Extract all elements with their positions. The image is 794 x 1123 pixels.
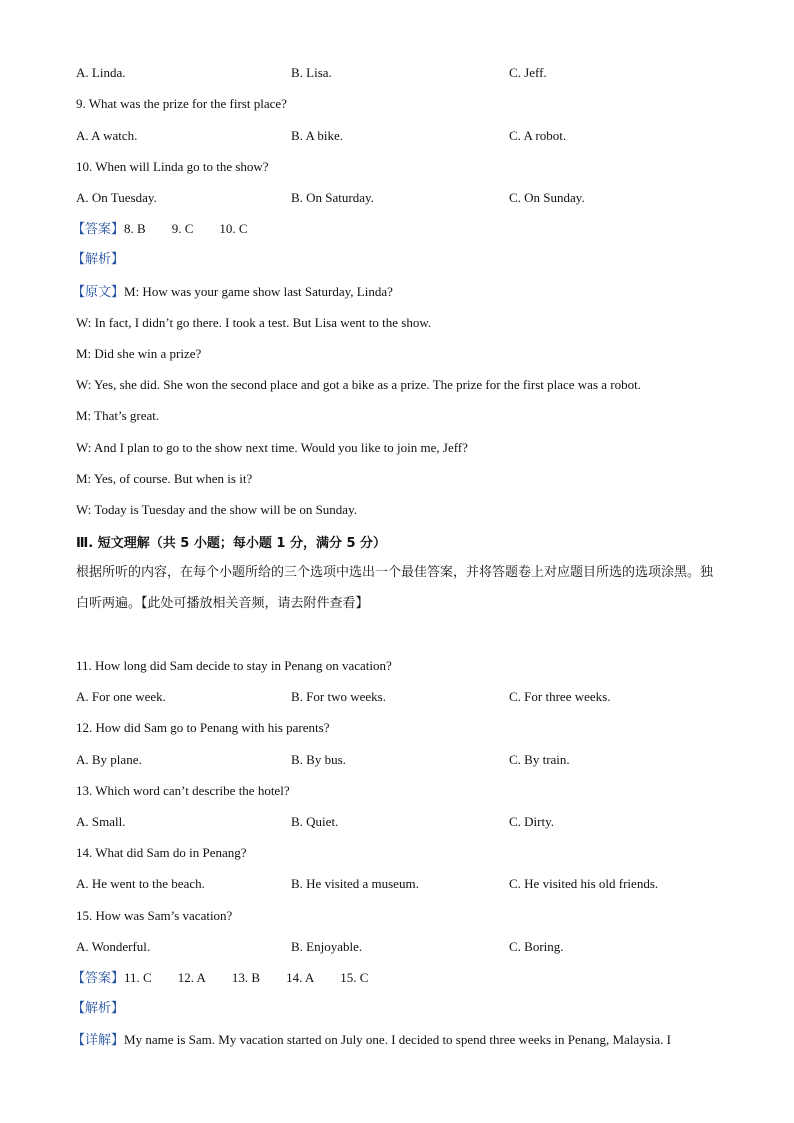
transcript-line: W: In fact, I didn’t go there. I took a test. But Lisa went to the show. — [76, 315, 432, 330]
q12-option-a: A. By plane. — [76, 752, 142, 767]
answer-item: 13. B — [231, 970, 261, 985]
q13-option-b: B. Quiet. — [291, 814, 339, 829]
q10-question: 10. When will Linda go to the show? — [76, 159, 269, 174]
q9-question: 9. What was the prize for the first place? — [76, 96, 287, 111]
q15-option-a: A. Wonderful. — [76, 939, 151, 954]
answer-item: 9. C — [171, 221, 194, 236]
section-instructions: 根据所听的内容，在每个小题所给的三个选项中选出一个最佳答案，并将答题卷上对应题目所选的选项涂黑。独白听两遍。【此处可播放相关音频，请去附件查看】 — [76, 565, 714, 611]
answer-item: 15. C — [340, 970, 369, 985]
q13-option-a: A. Small. — [76, 814, 126, 829]
transcript-line: W: And I plan to go to the show next time. Would you like to join me, Jeff? — [76, 440, 468, 455]
q11-option-a: A. For one week. — [76, 689, 166, 704]
q14-option-b: B. He visited a museum. — [291, 876, 419, 891]
q9-option-b: B. A bike. — [291, 128, 344, 143]
q9-option-a: A. A watch. — [76, 128, 138, 143]
q11-question: 11. How long did Sam decide to stay in Penang on vacation? — [76, 658, 392, 673]
q14-option-a: A. He went to the beach. — [76, 876, 205, 891]
answer-item: 10. C — [219, 221, 248, 236]
answer-label: 【答案】 — [72, 222, 125, 237]
q8-option-b: B. Lisa. — [291, 65, 332, 80]
detail-label: 【详解】 — [72, 1033, 125, 1048]
q13-option-c: C. Dirty. — [509, 814, 555, 829]
detail-text: My name is Sam. My vacation started on July one. I decided to spend three weeks in Penang, Malaysia. I — [124, 1032, 671, 1047]
q15-option-b: B. Enjoyable. — [291, 939, 363, 954]
q14-option-c: C. He visited his old friends. — [509, 876, 659, 891]
analysis-label-1: 【解析】 — [72, 252, 125, 267]
detail-line — [72, 1032, 671, 1049]
q12-option-c: C. By train. — [509, 752, 570, 767]
transcript-line — [72, 284, 393, 301]
transcript-text: M: How was your game show last Saturday, Linda? — [124, 284, 393, 299]
transcript-line: M: That’s great. — [76, 408, 160, 423]
transcript-line: W: Today is Tuesday and the show will be on Sunday. — [76, 502, 357, 517]
q11-option-c: C. For three weeks. — [509, 689, 611, 704]
answer-block-2 — [72, 970, 368, 987]
q9-option-c: C. A robot. — [509, 128, 567, 143]
section-heading: Ⅲ. 短文理解（共 5 小题；每小题 1 分，满分 5 分） — [76, 536, 387, 551]
q14-question: 14. What did Sam do in Penang? — [76, 845, 247, 860]
q15-question: 15. How was Sam’s vacation? — [76, 908, 233, 923]
answer-item: 8. B — [124, 221, 146, 236]
transcript-line: M: Did she win a prize? — [76, 346, 202, 361]
answer-block-1 — [72, 221, 248, 238]
transcript-line: M: Yes, of course. But when is it? — [76, 471, 253, 486]
q10-option-b: B. On Saturday. — [291, 190, 374, 205]
q11-option-b: B. For two weeks. — [291, 689, 386, 704]
analysis-label-2: 【解析】 — [72, 1001, 125, 1016]
answer-label: 【答案】 — [72, 971, 125, 986]
q8-option-a: A. Linda. — [76, 65, 126, 80]
answer-item: 12. A — [177, 970, 206, 985]
q8-option-c: C. Jeff. — [509, 65, 547, 80]
q12-question: 12. How did Sam go to Penang with his parents? — [76, 720, 330, 735]
answer-item: 11. C — [124, 970, 152, 985]
q10-option-a: A. On Tuesday. — [76, 190, 157, 205]
q10-option-c: C. On Sunday. — [509, 190, 585, 205]
transcript-label: 【原文】 — [72, 285, 125, 300]
q12-option-b: B. By bus. — [291, 752, 346, 767]
q15-option-c: C. Boring. — [509, 939, 564, 954]
answer-item: 14. A — [286, 970, 315, 985]
transcript-line: W: Yes, she did. She won the second place and got a bike as a prize. The prize for the first place was a robot. — [76, 377, 641, 392]
q13-question: 13. Which word can’t describe the hotel? — [76, 783, 290, 798]
